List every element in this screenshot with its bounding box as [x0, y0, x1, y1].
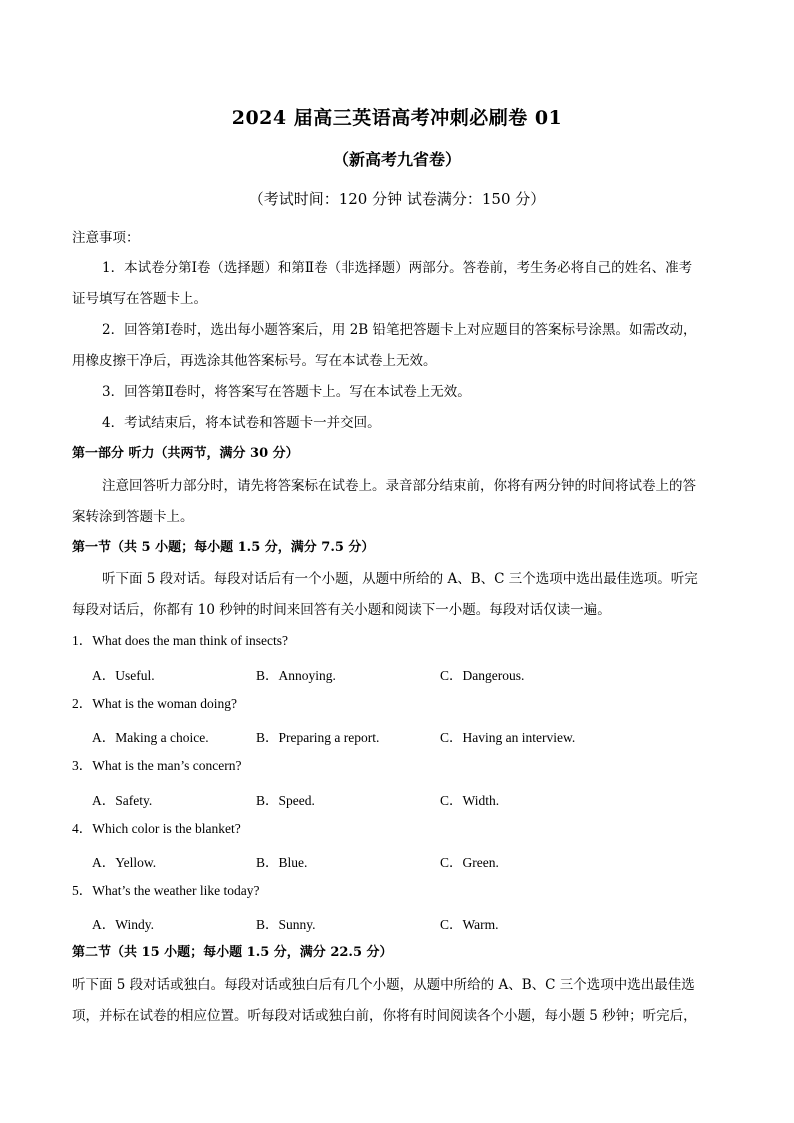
section1-heading: 第一节（共 5 小题；每小题 1.5 分，满分 7.5 分）: [72, 540, 375, 555]
note-item-4: 4．考试结束后，将本试卷和答题卡一并交回。: [102, 415, 381, 431]
question-5-option-b: B．Sunny.: [256, 917, 316, 932]
question-3: 3．What is the man’s concern?: [72, 758, 242, 773]
section1-intro-cont: 每段对话后，你都有 10 秒钟的时间来回答有关小题和阅读下一小题。每段对话仅读一遍。: [72, 602, 611, 618]
question-5-option-c: C．Warm.: [440, 917, 499, 932]
question-1-option-b: B．Annoying.: [256, 668, 336, 683]
question-4-option-a: A．Yellow.: [92, 855, 157, 870]
question-3-option-b: B．Speed.: [256, 793, 315, 808]
question-2-option-b: B．Preparing a report.: [256, 730, 380, 745]
question-4-option-c: C．Green.: [440, 855, 499, 870]
section2-intro-cont: 项，并标在试卷的相应位置。听每段对话或独白前，你将有时间阅读各个小题，每小题 5 秒钟；听完后，: [72, 1008, 697, 1024]
note-item-3: 3．回答第Ⅱ卷时，将答案写在答题卡上。写在本试卷上无效。: [102, 384, 471, 400]
question-4-option-b: B．Blue.: [256, 855, 308, 870]
exam-info: （考试时间：120 分钟 试卷满分：150 分）: [248, 190, 546, 208]
section1-intro: 听下面 5 段对话。每段对话后有一个小题，从题中所给的 A、B、C 三个选项中选出最佳选项。听完: [102, 571, 698, 587]
question-1-option-a: A．Useful.: [92, 668, 155, 683]
question-3-option-c: C．Width.: [440, 793, 500, 808]
question-2-option-c: C．Having an interview.: [440, 730, 576, 745]
part1-heading: 第一部分 听力（共两节，满分 30 分）: [72, 446, 299, 461]
question-4: 4．Which color is the blanket?: [72, 821, 241, 836]
exam-subtitle: （新高考九省卷）: [332, 150, 461, 169]
question-5: 5．What’s the weather like today?: [72, 883, 260, 898]
question-5-option-a: A．Windy.: [92, 917, 154, 932]
note-item-1-cont: 证号填写在答题卡上。: [72, 291, 207, 307]
part1-intro: 注意回答听力部分时，请先将答案标在试卷上。录音部分结束前，你将有两分钟的时间将试卷上的答: [102, 478, 696, 494]
notes-heading: 注意事项：: [72, 230, 140, 246]
note-item-2: 2．回答第Ⅰ卷时，选出每小题答案后，用 2B 铅笔把答题卡上对应题目的答案标号涂黑。如需改动，: [102, 322, 697, 338]
section2-heading: 第二节（共 15 小题；每小题 1.5 分，满分 22.5 分）: [72, 945, 393, 960]
question-1-option-c: C．Dangerous.: [440, 668, 525, 683]
question-3-option-a: A．Safety.: [92, 793, 153, 808]
question-1: 1．What does the man think of insects?: [72, 633, 288, 648]
note-item-1: 1．本试卷分第Ⅰ卷（选择题）和第Ⅱ卷（非选择题）两部分。答卷前，考生务必将自己的姓名、准考: [102, 260, 693, 276]
exam-title: 2024 届高三英语高考冲刺必刷卷 01: [231, 107, 563, 129]
part1-intro-cont: 案转涂到答题卡上。: [72, 509, 194, 525]
note-item-2-cont: 用橡皮擦干净后，再选涂其他答案标号。写在本试卷上无效。: [72, 353, 437, 369]
question-2: 2．What is the woman doing?: [72, 696, 237, 711]
section2-intro: 听下面 5 段对话或独白。每段对话或独白后有几个小题，从题中所给的 A、B、C 三个选项中选出最佳选: [72, 977, 695, 993]
question-2-option-a: A．Making a choice.: [92, 730, 209, 745]
